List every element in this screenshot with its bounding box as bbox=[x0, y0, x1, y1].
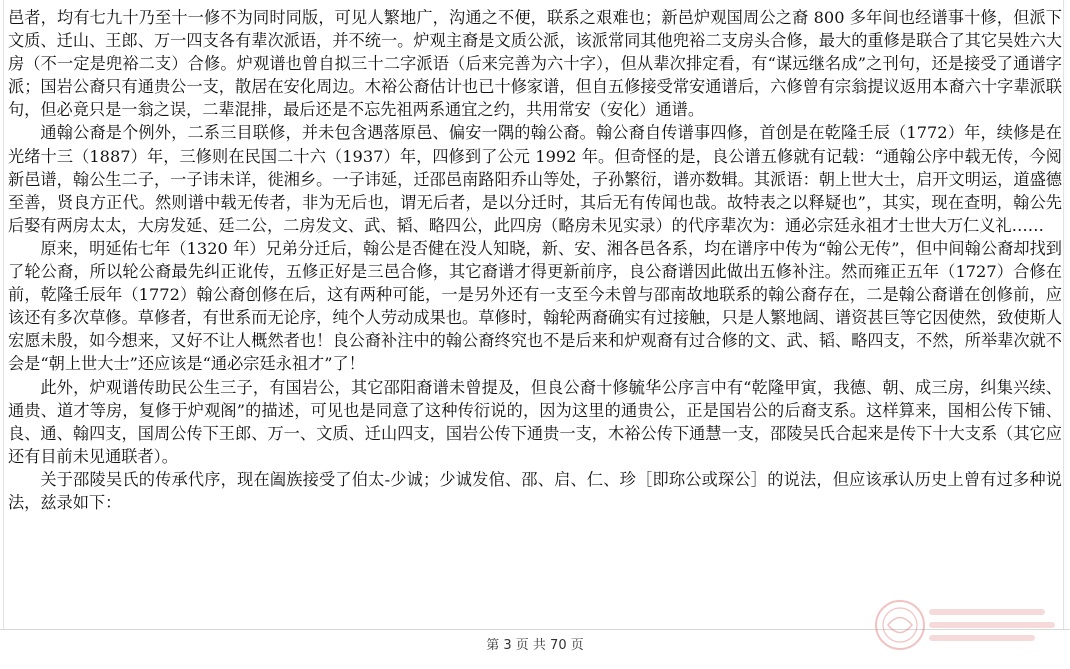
document-body bbox=[8, 6, 1062, 514]
paragraph-1: 邑者，均有七九十乃至十一修不为同时同版，可见人繁地广，沟通之不便，联系之艰难也；新邑炉观国周公之裔 800 多年间也经谱事十修，但派下文质、迁山、王郎、万一四支各有辈次派语，并不统一。炉观主裔是文质公派，该派常同其他兜裕二支房头合修，最大的重修是联合了其它吴姓六大房（不一定是兜裕二支）合修。炉观谱也曾自拟三十二字派语（后来完善为六十字），但从辈次排定看，有“谋远继名成”之刊句，还是接受了通谱字派；国岩公裔只有通贵公一支，散居在安化周边。木裕公裔估计也已十修家谱，但自五修接受常安通谱后，六修曾有宗翁提议返用本裔六十字辈派联句，但必竟只是一翁之误，二辈混排，最后还是不忘先祖两系通宜之约，共用常安（安化）通谱。 bbox=[8, 8, 1062, 120]
page-footer: 第 3 页 共 70 页 bbox=[486, 638, 584, 653]
paragraph-4: 此外，炉观谱传助民公生三子，有国岩公，其它邵阳裔谱未曾提及，但良公裔十修毓华公序言中有“乾隆甲寅，我德、朝、成三房，纠集兴续、通贵、道才等房，复修于炉观阁”的描述，可见也是同意了这种传衍说的，因为这里的通贵公，正是国岩公的后裔支系。这样算来，国相公传下铺、良、通、翰四支，国周公传下王郎、万一、文质、迁山四支，国岩公传下通贵一支，木裕公传下通慧一支，邵陵吴氏合起来是传下十大支系（其它应还有目前未见通联者）。 bbox=[8, 377, 1062, 466]
paragraph-2: 通翰公裔是个例外，二系三目联修，并未包含遇落原邑、偏安一隅的翰公裔。翰公裔自传谱事四修，首创是在乾隆壬辰（1772）年，续修是在光绪十三（1887）年，三修则在民国二十六（1937）年，四修到了公元 1992 年。但奇怪的是，良公谱五修就有记载：“通翰公序中载无传，今阅新邑谱，翰公生二子，一子讳未详，徙湘乡。一子讳延，迁邵邑南路阳乔山等处，子孙繁衍，谱亦数辑。其派语：朝上世大士，启开文明运，道盛德至善，贤良方正代。然则谱中载无传者，非为无后也，谓无后者，是以分迁时，其后无有传闻也哉。故特表之以释疑也”，其实，现在查明，翰公先后娶有两房太太，大房发延、廷二公，二房发文、武、韬、略四公，此四房（略房未见实录）的代序辈次为：通必宗廷永祖才士世大万仁义礼…… bbox=[8, 123, 1062, 235]
left-margin-mark bbox=[3, 0, 4, 629]
watermark-seal-icon bbox=[870, 590, 1060, 660]
paragraph-5: 关于邵陵吴氏的传承代序，现在阖族接受了伯太-少诚；少诚发倌、邵、启、仁、珍［即珎公或琛公］的说法，但应该承认历史上曾有过多种说法，兹录如下： bbox=[8, 469, 1062, 512]
paragraph-3: 原来，明延佑七年（1320 年）兄弟分迁后，翰公是否健在没人知晓，新、安、湘各邑各系，均在谱序中传为“翰公无传”，但中间翰公裔却找到了轮公裔，所以轮公裔最先纠正讹传，五修正好是三邑合修，其它裔谱才得更新前序，良公裔谱因此做出五修补注。然而雍正五年（1727）合修在前，乾隆壬辰年（1772）翰公裔创修在后，这有两种可能，一是另外还有一支至今未曾与邵南故地联系的翰公裔存在，二是翰公裔谱在创修前，应该还有多次草修。草修者，有世系而无论序，纯个人劳动成果也。草修时，翰轮两裔确实有过接触，只是人繁地阔、谱资甚巨等它因使然，致使斯人宏愿未殷，如今想来，又好不让人概然者也！良公裔补注中的翰公裔终究也不是后来和炉观裔有过合修的文、武、韬、略四支，不然，所举辈次就不会是“朝上世大士”还应该是“通必宗廷永祖才”了！ bbox=[8, 238, 1062, 374]
right-margin-mark bbox=[1063, 0, 1064, 629]
